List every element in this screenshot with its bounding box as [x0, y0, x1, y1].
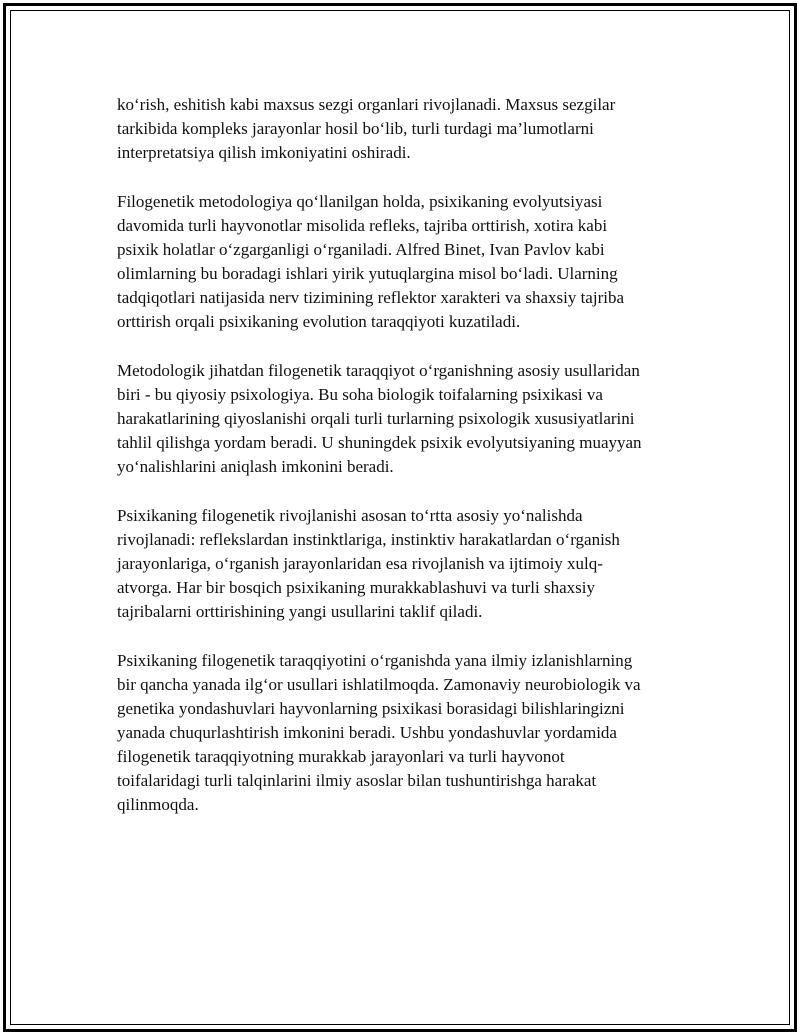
- text-line: yo‘nalishlarini aniqlash imkonini beradi.: [117, 457, 394, 476]
- document-body: [117, 93, 717, 842]
- text-line: davomida turli hayvonotlar misolida refleks, tajriba orttirish, xotira kabi: [117, 216, 608, 235]
- text-line: Metodologik jihatdan filogenetik taraqqiyot o‘rganishning asosiy usullaridan: [117, 361, 640, 380]
- text-line: filogenetik taraqqiyotning murakkab jarayonlari va turli hayvonot: [117, 747, 565, 766]
- text-line: tadqiqotlari natijasida nerv tizimining reflektor xarakteri va shaxsiy tajriba: [117, 288, 624, 307]
- text-line: bir qancha yanada ilg‘or usullari ishlatilmoqda. Zamonaviy neurobiologik va: [117, 675, 641, 694]
- text-line: ko‘rish, eshitish kabi maxsus sezgi organlari rivojlanadi. Maxsus sezgilar: [117, 95, 616, 114]
- text-line: atvorga. Har bir bosqich psixikaning murakkablashuvi va turli shaxsiy: [117, 578, 595, 597]
- text-line: yanada chuqurlashtirish imkonini beradi. Ushbu yondashuvlar yordamida: [117, 723, 617, 742]
- text-line: biri - bu qiyosiy psixologiya. Bu soha biologik toifalarning psixikasi va: [117, 385, 603, 404]
- text-line: orttirish orqali psixikaning evolution taraqqiyoti kuzatiladi.: [117, 312, 521, 331]
- paragraph-4: [117, 504, 717, 624]
- paragraph-3: [117, 359, 717, 479]
- text-line: Psixikaning filogenetik rivojlanishi asosan to‘rtta asosiy yo‘nalishda: [117, 506, 583, 525]
- text-line: tarkibida kompleks jarayonlar hosil bo‘lib, turli turdagi ma’lumotlarni: [117, 119, 594, 138]
- text-line: toifalaridagi turli talqinlarini ilmiy asoslar bilan tushuntirishga harakat: [117, 771, 597, 790]
- text-line: genetika yondashuvlari hayvonlarning psixikasi borasidagi bilishlaringizni: [117, 699, 625, 718]
- text-line: olimlarning bu boradagi ishlari yirik yutuqlargina misol bo‘ladi. Ularning: [117, 264, 618, 283]
- text-line: Psixikaning filogenetik taraqqiyotini o‘rganishda yana ilmiy izlanishlarning: [117, 651, 633, 670]
- text-line: psixik holatlar o‘zgarganligi o‘rganiladi. Alfred Binet, Ivan Pavlov kabi: [117, 240, 605, 259]
- text-line: harakatlarining qiyoslanishi orqali turli turlarning psixologik xususiyatlarini: [117, 409, 635, 428]
- text-line: jarayonlariga, o‘rganish jarayonlaridan esa rivojlanish va ijtimoiy xulq-: [117, 554, 603, 573]
- text-line: qilinmoqda.: [117, 795, 199, 814]
- paragraph-2: [117, 190, 717, 334]
- text-line: rivojlanadi: reflekslardan instinktlariga, instinktiv harakatlardan o‘rganish: [117, 530, 620, 549]
- paragraph-5: [117, 649, 717, 817]
- text-line: interpretatsiya qilish imkoniyatini oshiradi.: [117, 143, 411, 162]
- text-line: tajribalarni orttirishining yangi usullarini taklif qiladi.: [117, 602, 483, 621]
- text-line: Filogenetik metodologiya qo‘llanilgan holda, psixikaning evolyutsiyasi: [117, 192, 603, 211]
- text-line: tahlil qilishga yordam beradi. U shuningdek psixik evolyutsiyaning muayyan: [117, 433, 642, 452]
- paragraph-1: [117, 93, 717, 165]
